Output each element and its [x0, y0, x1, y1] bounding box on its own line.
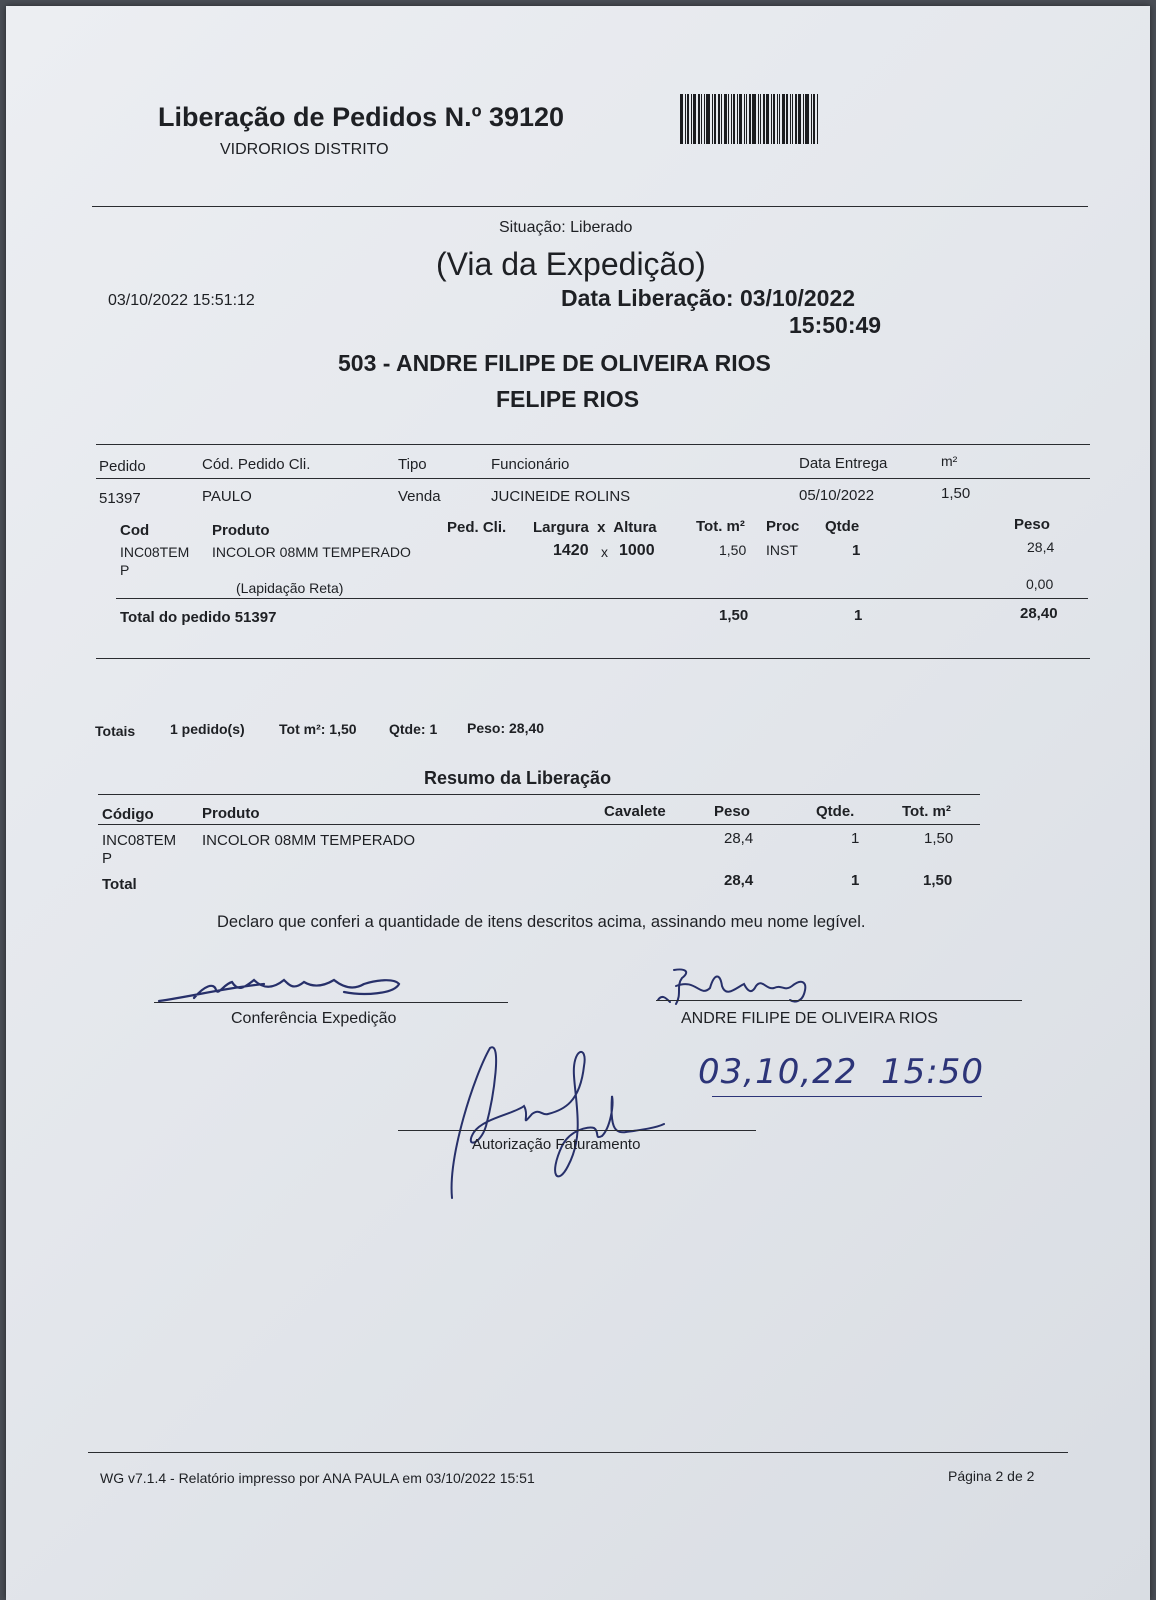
- summary-top-line: [98, 794, 980, 795]
- document-page: [6, 6, 1150, 1600]
- handwritten-date-underline: [712, 1096, 982, 1097]
- item-cod: INC08TEM: [120, 544, 190, 560]
- footer-report-info: WG v7.1.4 - Relatório impresso por ANA PAULA em 03/10/2022 15:51: [100, 1470, 535, 1486]
- barcode-bar: [813, 94, 815, 144]
- table-header-line: [96, 478, 1090, 479]
- barcode-bar: [746, 94, 747, 144]
- barcode-bar: [803, 94, 804, 144]
- header-divider: [92, 206, 1088, 207]
- summary-total-label: Total: [102, 876, 137, 893]
- barcode-bar: [749, 94, 751, 144]
- barcode-bar: [771, 94, 772, 144]
- col-header-data-entrega: Data Entrega: [799, 455, 888, 472]
- barcode-bar: [728, 94, 729, 144]
- barcode-bar: [817, 94, 818, 144]
- barcode-bar: [731, 94, 732, 144]
- footer-line: [88, 1452, 1068, 1453]
- item-altura: 1000: [619, 542, 655, 559]
- barcode-bar: [687, 94, 689, 144]
- signature-line-conferencia: [154, 1002, 508, 1003]
- item-proc: INST: [766, 542, 798, 558]
- release-time: 15:50:49: [789, 312, 882, 338]
- summary-header-produto: Produto: [202, 805, 260, 822]
- barcode-bar: [777, 94, 778, 144]
- col-header-funcionario: Funcionário: [491, 456, 570, 473]
- summary-header-line: [98, 824, 980, 825]
- barcode-bar: [685, 94, 686, 144]
- item-extra-peso: 0,00: [1026, 576, 1054, 592]
- totals-peso: Peso: 28,40: [467, 720, 545, 736]
- status-text: Situação: Liberado: [499, 219, 633, 236]
- barcode-bar: [701, 94, 702, 144]
- totals-qtde: Qtde: 1: [389, 721, 438, 737]
- barcode-bar: [790, 94, 791, 144]
- signature-line-autorizacao: [398, 1130, 756, 1131]
- order-pedido: 51397: [99, 490, 141, 507]
- summary-produto: INCOLOR 08MM TEMPERADO: [202, 832, 416, 849]
- summary-qtde: 1: [851, 830, 860, 847]
- barcode: [680, 94, 852, 144]
- barcode-bar: [680, 94, 683, 144]
- barcode-bar: [792, 94, 793, 144]
- item-x: x: [601, 544, 608, 560]
- barcode-bar: [782, 94, 785, 144]
- via-label: (Via da Expedição): [436, 246, 706, 282]
- barcode-bar: [737, 94, 738, 144]
- client-name: 503 - ANDRE FILIPE DE OLIVEIRA RIOS: [338, 350, 771, 376]
- barcode-bar: [712, 94, 713, 144]
- order-funcionario: JUCINEIDE ROLINS: [491, 488, 631, 505]
- order-total-peso: 28,40: [1020, 605, 1058, 622]
- barcode-bar: [811, 94, 812, 144]
- col-header-tipo: Tipo: [398, 456, 427, 473]
- item-peso: 28,4: [1027, 539, 1055, 555]
- table-bottom-line: [96, 658, 1090, 659]
- barcode-bar: [706, 94, 710, 144]
- summary-title: Resumo da Liberação: [424, 768, 612, 788]
- summary-codigo-cont: P: [102, 850, 113, 867]
- barcode-bar: [698, 94, 700, 144]
- barcode-bar: [739, 94, 742, 144]
- order-total-line: [116, 598, 1088, 599]
- col-header-m2: m²: [941, 453, 958, 469]
- barcode-bar: [721, 94, 722, 144]
- signature-line-cliente: [656, 1000, 1022, 1001]
- barcode-bar: [744, 94, 745, 144]
- summary-total-qtde: 1: [851, 872, 860, 889]
- summary-codigo: INC08TEM: [102, 832, 177, 849]
- summary-header-cavalete: Cavalete: [604, 803, 666, 820]
- item-header-proc: Proc: [766, 518, 800, 535]
- item-header-produto: Produto: [212, 522, 270, 539]
- autorizacao-label: Autorização Faturamento: [472, 1136, 641, 1153]
- barcode-bar: [798, 94, 801, 144]
- barcode-bar: [786, 94, 788, 144]
- barcode-bar: [758, 94, 759, 144]
- client-nickname: FELIPE RIOS: [496, 386, 640, 412]
- signature-autorizacao: [444, 1036, 684, 1211]
- barcode-bar: [763, 94, 765, 144]
- item-header-largura-altura: Largura x Altura: [533, 519, 657, 536]
- order-tipo: Venda: [398, 488, 441, 505]
- barcode-bar: [766, 94, 769, 144]
- col-header-cod-pedido-cli: Cód. Pedido Cli.: [202, 456, 311, 473]
- barcode-bar: [773, 94, 775, 144]
- order-cod-pedido-cli: PAULO: [202, 488, 252, 505]
- summary-header-tot-m2: Tot. m²: [902, 803, 951, 820]
- item-header-tot-m2: Tot. m²: [696, 518, 745, 535]
- document-title: Liberação de Pedidos N.º 39120: [158, 102, 565, 132]
- item-header-cod: Cod: [120, 522, 150, 539]
- barcode-bar: [691, 94, 692, 144]
- release-date: Data Liberação: 03/10/2022: [561, 285, 856, 311]
- item-header-peso: Peso: [1014, 516, 1050, 533]
- footer-page-number: Página 2 de 2: [948, 1468, 1035, 1484]
- handwritten-date: 03,10,22 15:50: [698, 1052, 985, 1092]
- totals-label: Totais: [95, 723, 136, 739]
- barcode-bar: [704, 94, 705, 144]
- barcode-bar: [714, 94, 716, 144]
- summary-total-tot-m2: 1,50: [923, 872, 953, 889]
- summary-tot-m2: 1,50: [924, 830, 954, 847]
- barcode-bar: [752, 94, 756, 144]
- print-datetime: 03/10/2022 15:51:12: [108, 292, 255, 309]
- totals-pedidos: 1 pedido(s): [170, 721, 245, 737]
- barcode-bar: [733, 94, 735, 144]
- signature-conferencia: [154, 966, 414, 1011]
- summary-total-peso: 28,4: [724, 872, 754, 889]
- order-total-label: Total do pedido 51397: [120, 609, 277, 626]
- col-header-pedido: Pedido: [99, 458, 146, 475]
- barcode-bar: [718, 94, 720, 144]
- summary-header-qtde: Qtde.: [816, 803, 855, 820]
- declaration-text: Declaro que conferi a quantidade de itens descritos acima, assinando meu nome legível.: [217, 913, 866, 931]
- item-cod-cont: P: [120, 562, 130, 578]
- barcode-bar: [805, 94, 809, 144]
- conferencia-label: Conferência Expedição: [231, 1010, 397, 1027]
- company-name: VIDRORIOS DISTRITO: [220, 141, 389, 158]
- order-total-qtde: 1: [854, 607, 863, 624]
- item-tot-m2: 1,50: [719, 542, 747, 558]
- item-extra: (Lapidação Reta): [236, 580, 344, 596]
- totals-tot-m2: Tot m²: 1,50: [279, 721, 357, 737]
- signature-cliente: [656, 964, 826, 1013]
- cliente-label: ANDRE FILIPE DE OLIVEIRA RIOS: [681, 1010, 938, 1027]
- item-produto: INCOLOR 08MM TEMPERADO: [212, 544, 411, 560]
- summary-header-peso: Peso: [714, 803, 750, 820]
- item-largura: 1420: [553, 542, 589, 559]
- table-top-line: [96, 444, 1090, 445]
- barcode-bar: [724, 94, 727, 144]
- barcode-bar: [693, 94, 696, 144]
- barcode-bar: [795, 94, 797, 144]
- item-qtde: 1: [852, 542, 861, 559]
- order-data-entrega: 05/10/2022: [799, 487, 875, 504]
- order-total-m2: 1,50: [719, 607, 749, 624]
- order-m2: 1,50: [941, 485, 971, 502]
- item-header-ped-cli: Ped. Cli.: [447, 519, 507, 536]
- barcode-bar: [779, 94, 780, 144]
- barcode-bar: [760, 94, 761, 144]
- summary-peso: 28,4: [724, 830, 754, 847]
- item-header-qtde: Qtde: [825, 518, 860, 535]
- summary-header-codigo: Código: [102, 806, 154, 823]
